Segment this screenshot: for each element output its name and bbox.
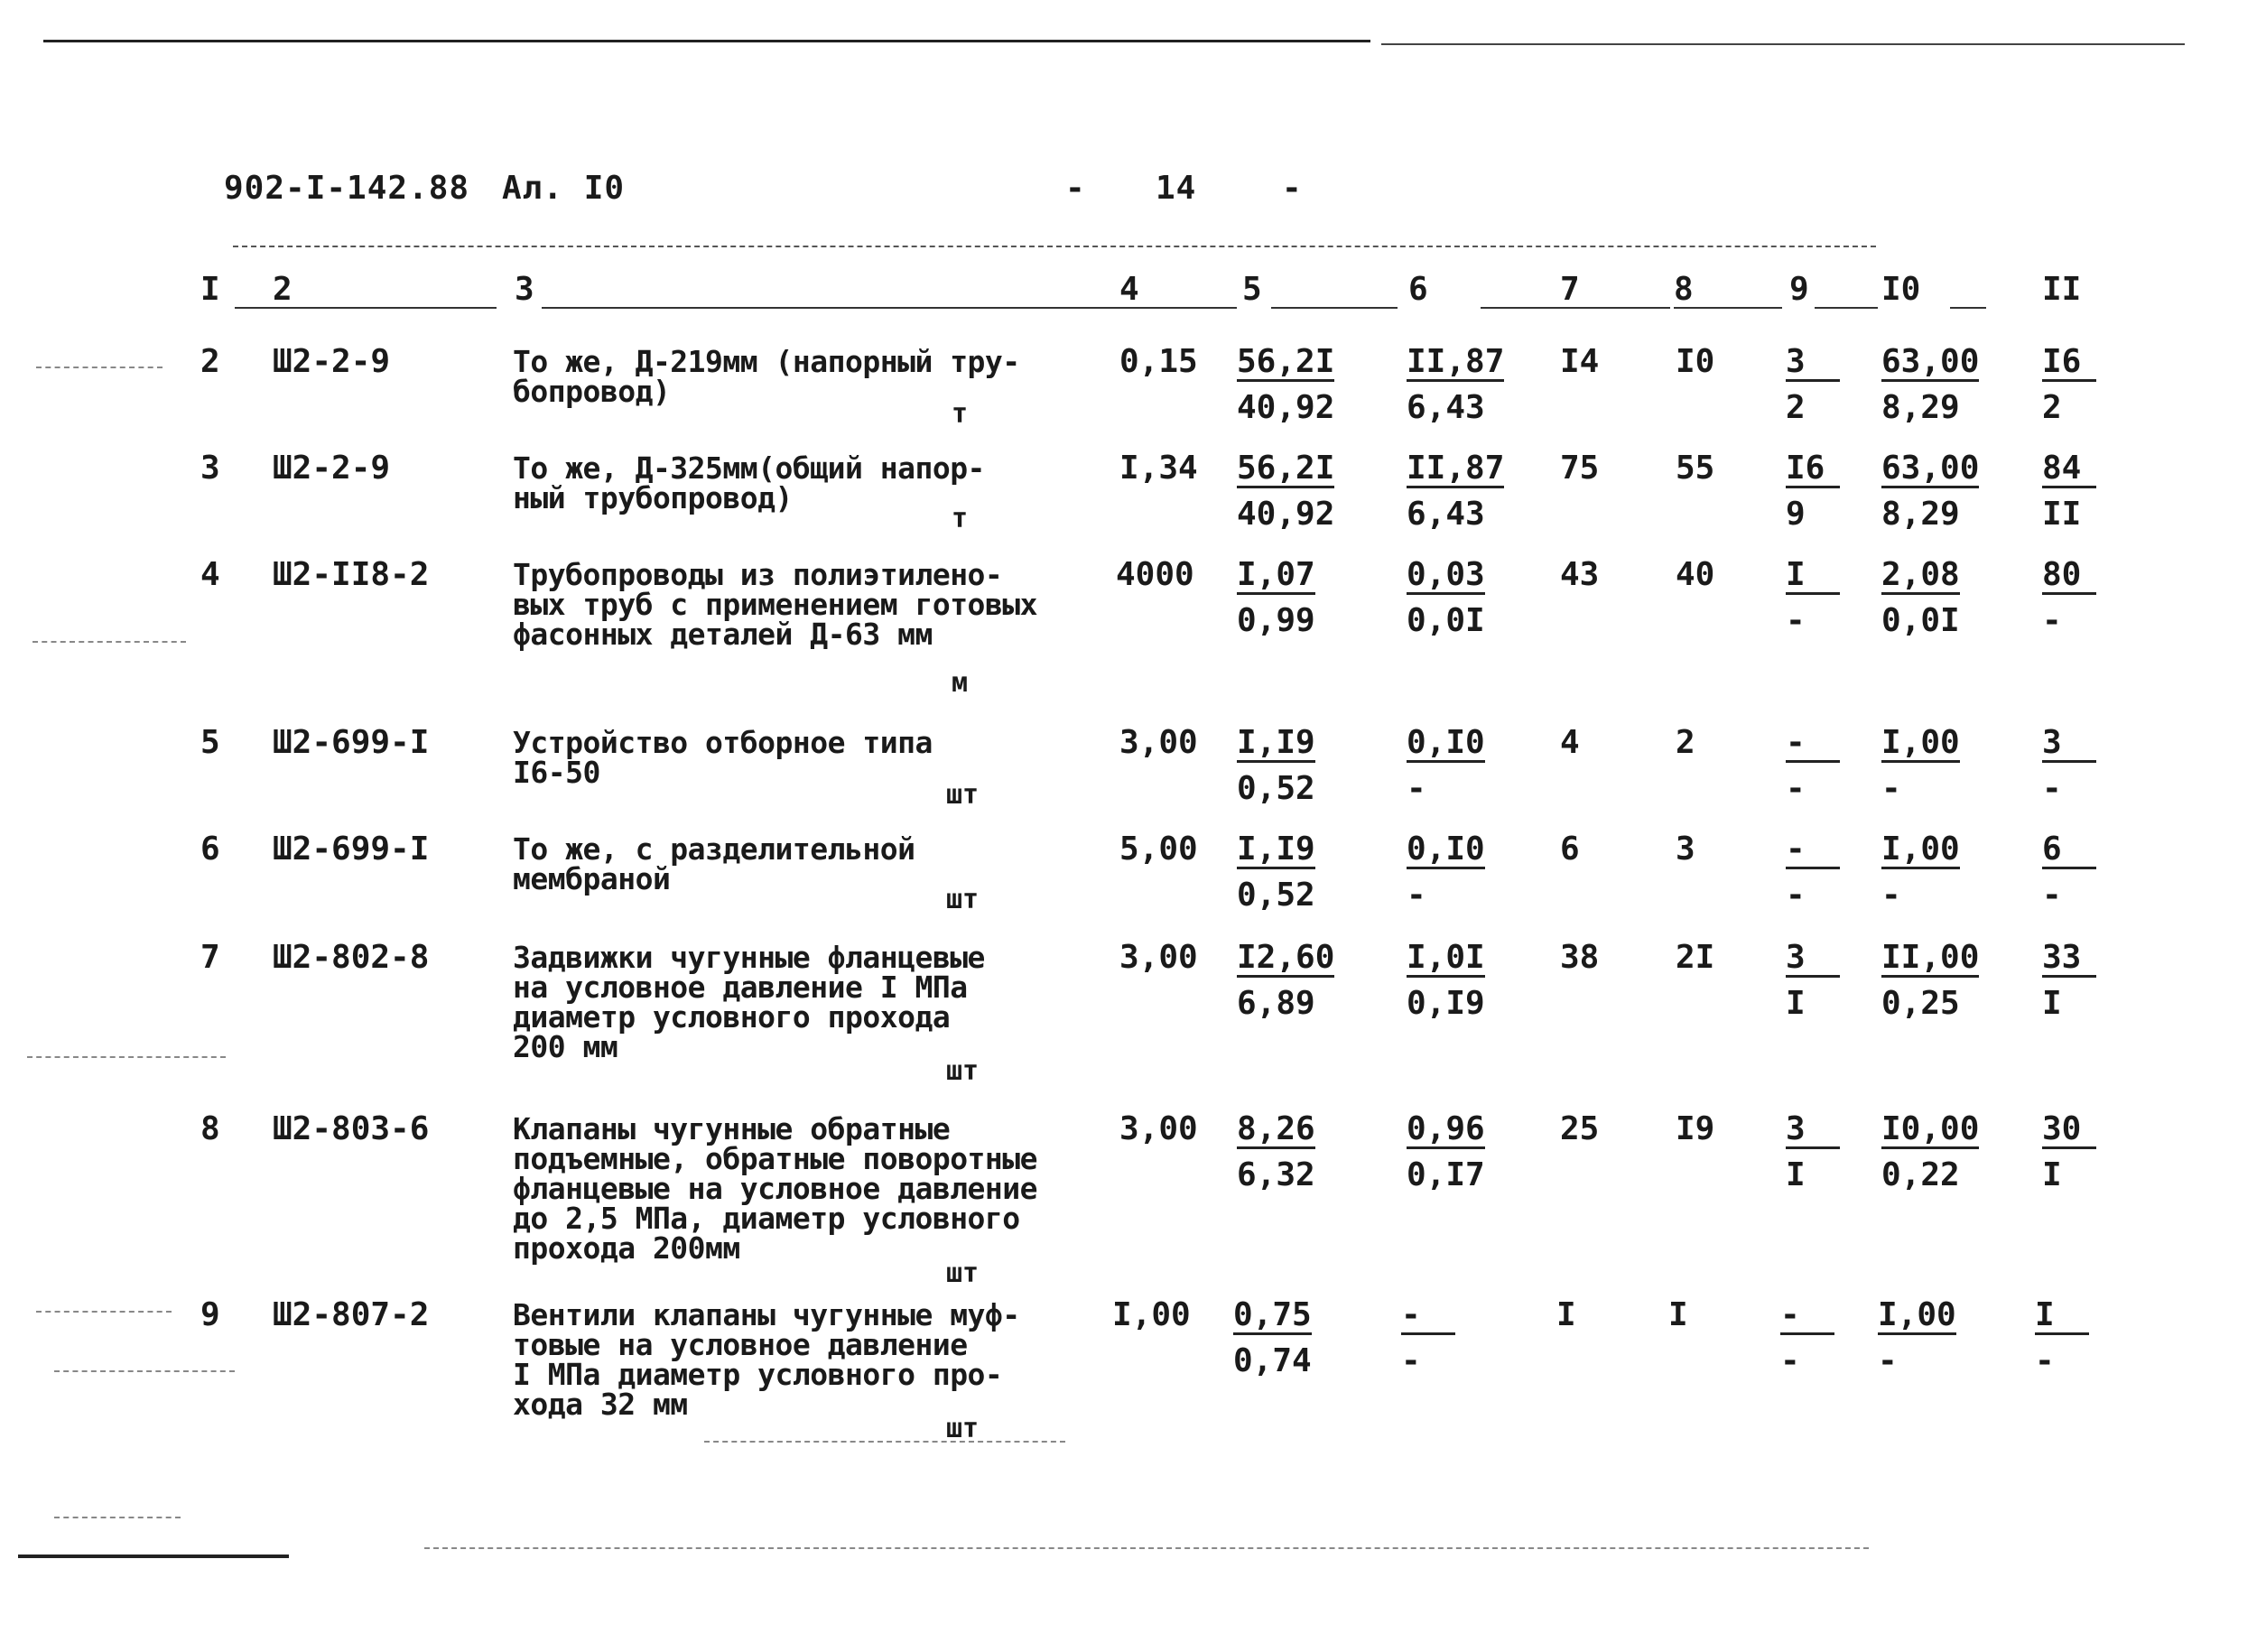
col6-top: I,0I [1407, 939, 1485, 976]
col8-value: 40 [1676, 556, 1715, 593]
norm-code: Ш2-807-2 [273, 1296, 430, 1333]
col7-value: 43 [1560, 556, 1600, 593]
col10-bottom: 0,0I [1881, 602, 1960, 639]
col9-top: I [1786, 560, 1840, 595]
col10-top: I,00 [1878, 1296, 1956, 1333]
description-line: Клапаны чугунные обратные [513, 1111, 951, 1146]
col-head-2: 2 [273, 271, 293, 308]
col-head-10: I0 [1881, 271, 1921, 308]
col5-value [1237, 343, 1335, 426]
col5-bottom: 40,92 [1237, 496, 1335, 533]
description-line: мембраной [513, 861, 671, 896]
col10-bottom: 8,29 [1881, 389, 1960, 426]
col10-bottom: 8,29 [1881, 496, 1960, 533]
col7-value: 6 [1560, 831, 1580, 868]
header-dash-right: - [1282, 170, 1303, 207]
col-head-8: 8 [1674, 271, 1694, 308]
quantity: 4000 [1116, 556, 1194, 593]
col10-value [1881, 556, 1960, 639]
scan-artifact [27, 1056, 226, 1058]
top-rule-right [1381, 43, 2185, 45]
col6-bottom: 0,0I [1407, 602, 1485, 639]
col-head-8-underline [1674, 307, 1782, 309]
col5-value [1237, 939, 1335, 1022]
col10-bottom: - [1881, 770, 1901, 807]
col5-value [1233, 1296, 1312, 1379]
unit: т [952, 398, 969, 430]
col11-value [2042, 939, 2096, 1022]
col11-value [2042, 450, 2096, 533]
top-rule [43, 40, 1370, 42]
col7-value: 38 [1560, 939, 1600, 976]
col11-top: 6 [2042, 834, 2096, 869]
col11-bottom: - [2042, 602, 2062, 639]
col8-value: I0 [1676, 343, 1715, 380]
col9-value [1786, 939, 1840, 1022]
unit: м [952, 667, 969, 699]
col10-value [1881, 831, 1960, 914]
col10-value [1881, 939, 1980, 1022]
col9-value [1786, 450, 1840, 533]
description-line: ный трубопровод) [513, 480, 793, 515]
description-line: То же, с разделительной [513, 831, 915, 867]
col6-value [1407, 724, 1485, 807]
row-number: 4 [200, 556, 220, 593]
col5-bottom: 6,32 [1237, 1156, 1315, 1193]
quantity: I,34 [1119, 450, 1198, 487]
col-head-7: 7 [1560, 271, 1580, 308]
col11-value [2042, 343, 2096, 426]
col11-bottom: II [2042, 496, 2082, 533]
unit: шт [946, 1055, 980, 1087]
col-head-6-underline [1481, 307, 1553, 309]
quantity: 5,00 [1119, 831, 1198, 868]
col6-top: 0,03 [1407, 556, 1485, 593]
col6-value [1407, 1110, 1485, 1193]
col9-top: - [1786, 728, 1840, 763]
document-code: 902-I-142.88 [224, 170, 470, 207]
col10-top: I,00 [1881, 831, 1960, 868]
scan-artifact [54, 1370, 235, 1372]
col-head-4: 4 [1119, 271, 1139, 308]
norm-code: Ш2-II8-2 [273, 556, 430, 593]
col-head-6: 6 [1408, 271, 1428, 308]
description-line: Устройство отборное типа [513, 725, 933, 760]
col9-value [1786, 343, 1840, 426]
col5-value [1237, 1110, 1315, 1193]
quantity: 3,00 [1119, 939, 1198, 976]
col-head-11: II [2042, 271, 2082, 308]
col11-bottom: I [2042, 1156, 2062, 1193]
description-line: бопровод) [513, 374, 671, 409]
description-line: Задвижки чугунные фланцевые [513, 940, 985, 975]
col11-bottom: 2 [2042, 389, 2062, 426]
col8-value: 3 [1676, 831, 1695, 868]
description-line: фланцевые на условное давление [513, 1171, 1038, 1206]
col5-bottom: 40,92 [1237, 389, 1335, 426]
col-head-5: 5 [1242, 271, 1262, 308]
col10-value [1878, 1296, 1956, 1379]
col7-value: 25 [1560, 1110, 1600, 1147]
work-description [513, 942, 1109, 1062]
col6-bottom: 0,I9 [1407, 985, 1485, 1022]
row-number: 2 [200, 343, 220, 380]
norm-code: Ш2-699-I [273, 724, 430, 761]
col6-bottom: - [1407, 770, 1426, 807]
description-line: товые на условное давление [513, 1327, 968, 1362]
col9-value [1780, 1296, 1834, 1379]
col5-top: I,I9 [1237, 724, 1315, 761]
description-line: 200 мм [513, 1029, 618, 1064]
quantity: 3,00 [1119, 1110, 1198, 1147]
page-number: 14 [1156, 170, 1197, 207]
col11-value [2042, 831, 2096, 914]
description-line: вых труб с применением готовых [513, 587, 1038, 622]
work-description [513, 344, 1109, 409]
col11-top: 3 [2042, 728, 2096, 763]
description-line: I6-50 [513, 755, 600, 790]
scan-artifact [36, 1311, 172, 1313]
col9-bottom: - [1786, 770, 1806, 807]
col-head-1: I [200, 271, 220, 308]
col11-value [2042, 556, 2096, 639]
norm-code: Ш2-2-9 [273, 343, 391, 380]
col6-top: II,87 [1407, 343, 1505, 380]
work-description [513, 450, 1109, 515]
col5-value [1237, 831, 1315, 914]
col-head-9-underline [1815, 307, 1878, 309]
scan-artifact [36, 367, 163, 368]
col-head-10-underline [1950, 307, 1986, 309]
col9-top: I6 [1786, 453, 1840, 488]
col10-bottom: 0,25 [1881, 985, 1960, 1022]
unit: шт [946, 1258, 980, 1289]
album-number: Ал. I0 [502, 170, 626, 207]
col10-top: 63,00 [1881, 343, 1980, 380]
col6-bottom: 0,I7 [1407, 1156, 1485, 1193]
unit: шт [946, 779, 980, 811]
work-description [513, 1111, 1109, 1266]
description-line: I МПа диаметр условного про- [513, 1357, 1003, 1392]
unit: т [952, 503, 969, 534]
col9-value [1786, 831, 1840, 914]
bottom-left-mark [18, 1555, 289, 1558]
col5-bottom: 0,74 [1233, 1342, 1312, 1379]
description-line: на условное давление I МПа [513, 970, 968, 1005]
unit: шт [946, 1413, 980, 1444]
col10-top: 63,00 [1881, 450, 1980, 487]
description-line: Вентили клапаны чугунные муф- [513, 1297, 1020, 1332]
col8-value: I9 [1676, 1110, 1715, 1147]
col10-value [1881, 343, 1980, 426]
col11-top: 84 [2042, 453, 2096, 488]
col6-bottom: 6,43 [1407, 496, 1485, 533]
description-line: хода 32 мм [513, 1387, 688, 1422]
col5-top: 56,2I [1237, 343, 1335, 380]
col6-top: - [1401, 1300, 1455, 1335]
col11-bottom: - [2042, 877, 2062, 914]
scan-artifact [424, 1547, 1869, 1549]
col6-top: 0,I0 [1407, 831, 1485, 868]
col5-top: I,I9 [1237, 831, 1315, 868]
col9-value [1786, 556, 1840, 639]
col5-bottom: 0,99 [1237, 602, 1315, 639]
col5-value [1237, 724, 1315, 807]
col11-bottom: I [2042, 985, 2062, 1022]
col9-bottom: 9 [1786, 496, 1806, 533]
col10-bottom: - [1878, 1342, 1898, 1379]
col7-value: I [1556, 1296, 1576, 1333]
col11-top: 80 [2042, 560, 2096, 595]
col9-bottom: 2 [1786, 389, 1806, 426]
col9-bottom: - [1786, 877, 1806, 914]
unit: шт [946, 884, 980, 915]
col11-top: 33 [2042, 942, 2096, 978]
header-divider [233, 246, 1876, 247]
col8-value: 2 [1676, 724, 1695, 761]
quantity: 3,00 [1119, 724, 1198, 761]
col9-top: 3 [1786, 942, 1840, 978]
description-line: Трубопроводы из полиэтилено- [513, 557, 1003, 592]
col-head-2-underline [235, 307, 497, 309]
col-head-3-underline [542, 307, 1119, 309]
col6-bottom: - [1407, 877, 1426, 914]
work-description [513, 1297, 1109, 1422]
col-head-4-underline [1119, 307, 1237, 309]
col5-bottom: 0,52 [1237, 770, 1315, 807]
col7-value: 75 [1560, 450, 1600, 487]
col11-top: I6 [2042, 347, 2096, 382]
description-line: прохода 200мм [513, 1230, 740, 1266]
row-number: 8 [200, 1110, 220, 1147]
col6-top: 0,I0 [1407, 724, 1485, 761]
col6-value [1401, 1296, 1455, 1379]
work-description [513, 725, 1109, 790]
column-number-row [0, 271, 2266, 312]
col5-top: 56,2I [1237, 450, 1335, 487]
description-line: диаметр условного прохода [513, 999, 951, 1035]
col9-bottom: I [1786, 985, 1806, 1022]
col11-value [2042, 724, 2096, 807]
col11-bottom: - [2035, 1342, 2055, 1379]
row-number: 3 [200, 450, 220, 487]
header-dash-left: - [1065, 170, 1086, 207]
row-number: 5 [200, 724, 220, 761]
col10-value [1881, 724, 1960, 807]
col11-value [2042, 1110, 2096, 1193]
scan-artifact [33, 641, 186, 643]
col9-bottom: I [1786, 1156, 1806, 1193]
quantity: 0,15 [1119, 343, 1198, 380]
col6-bottom: - [1401, 1342, 1421, 1379]
col5-bottom: 6,89 [1237, 985, 1315, 1022]
norm-code: Ш2-803-6 [273, 1110, 430, 1147]
col9-value [1786, 724, 1840, 807]
col6-bottom: 6,43 [1407, 389, 1485, 426]
col9-bottom: - [1786, 602, 1806, 639]
norm-code: Ш2-699-I [273, 831, 430, 868]
col6-value [1407, 831, 1485, 914]
col8-value: 55 [1676, 450, 1715, 487]
row-number: 9 [200, 1296, 220, 1333]
col11-top: I [2035, 1300, 2089, 1335]
col9-bottom: - [1780, 1342, 1800, 1379]
col6-value [1407, 939, 1485, 1022]
description-line: То же, Д-219мм (напорный тру- [513, 344, 1020, 379]
col-head-9: 9 [1789, 271, 1809, 308]
col6-top: II,87 [1407, 450, 1505, 487]
row-number: 6 [200, 831, 220, 868]
row-number: 7 [200, 939, 220, 976]
col9-top: - [1780, 1300, 1834, 1335]
col10-top: 2,08 [1881, 556, 1960, 593]
col6-value [1407, 343, 1505, 426]
col10-bottom: - [1881, 877, 1901, 914]
col9-value [1786, 1110, 1840, 1193]
col7-value: I4 [1560, 343, 1600, 380]
col-head-5-underline [1271, 307, 1398, 309]
col5-top: 8,26 [1237, 1110, 1315, 1147]
description-line: фасонных деталей Д-63 мм [513, 617, 933, 652]
col5-top: I2,60 [1237, 939, 1335, 976]
description-line: подъемные, обратные поворотные [513, 1141, 1038, 1176]
col5-value [1237, 556, 1315, 639]
col5-bottom: 0,52 [1237, 877, 1315, 914]
quantity: I,00 [1112, 1296, 1191, 1333]
work-description [513, 831, 1109, 896]
norm-code: Ш2-2-9 [273, 450, 391, 487]
description-line: до 2,5 МПа, диаметр условного [513, 1201, 1020, 1236]
col6-top: 0,96 [1407, 1110, 1485, 1147]
col5-value [1237, 450, 1335, 533]
col9-top: 3 [1786, 347, 1840, 382]
col10-top: II,00 [1881, 939, 1980, 976]
col5-top: I,07 [1237, 556, 1315, 593]
col10-bottom: 0,22 [1881, 1156, 1960, 1193]
col8-value: 2I [1676, 939, 1715, 976]
col-head-3: 3 [515, 271, 534, 308]
norm-code: Ш2-802-8 [273, 939, 430, 976]
col10-top: I,00 [1881, 724, 1960, 761]
col10-value [1881, 450, 1980, 533]
col9-top: - [1786, 834, 1840, 869]
col11-top: 30 [2042, 1114, 2096, 1149]
col6-value [1407, 556, 1485, 639]
work-description [513, 557, 1109, 652]
col10-top: I0,00 [1881, 1110, 1980, 1147]
col5-top: 0,75 [1233, 1296, 1312, 1333]
description-line: То же, Д-325мм(общий напор- [513, 450, 985, 486]
scan-artifact [54, 1517, 181, 1518]
col7-value: 4 [1560, 724, 1580, 761]
col11-bottom: - [2042, 770, 2062, 807]
col-head-7-underline [1553, 307, 1670, 309]
scan-artifact [704, 1441, 1065, 1443]
col8-value: I [1668, 1296, 1688, 1333]
col9-top: 3 [1786, 1114, 1840, 1149]
col10-value [1881, 1110, 1980, 1193]
col6-value [1407, 450, 1505, 533]
col11-value [2035, 1296, 2089, 1379]
